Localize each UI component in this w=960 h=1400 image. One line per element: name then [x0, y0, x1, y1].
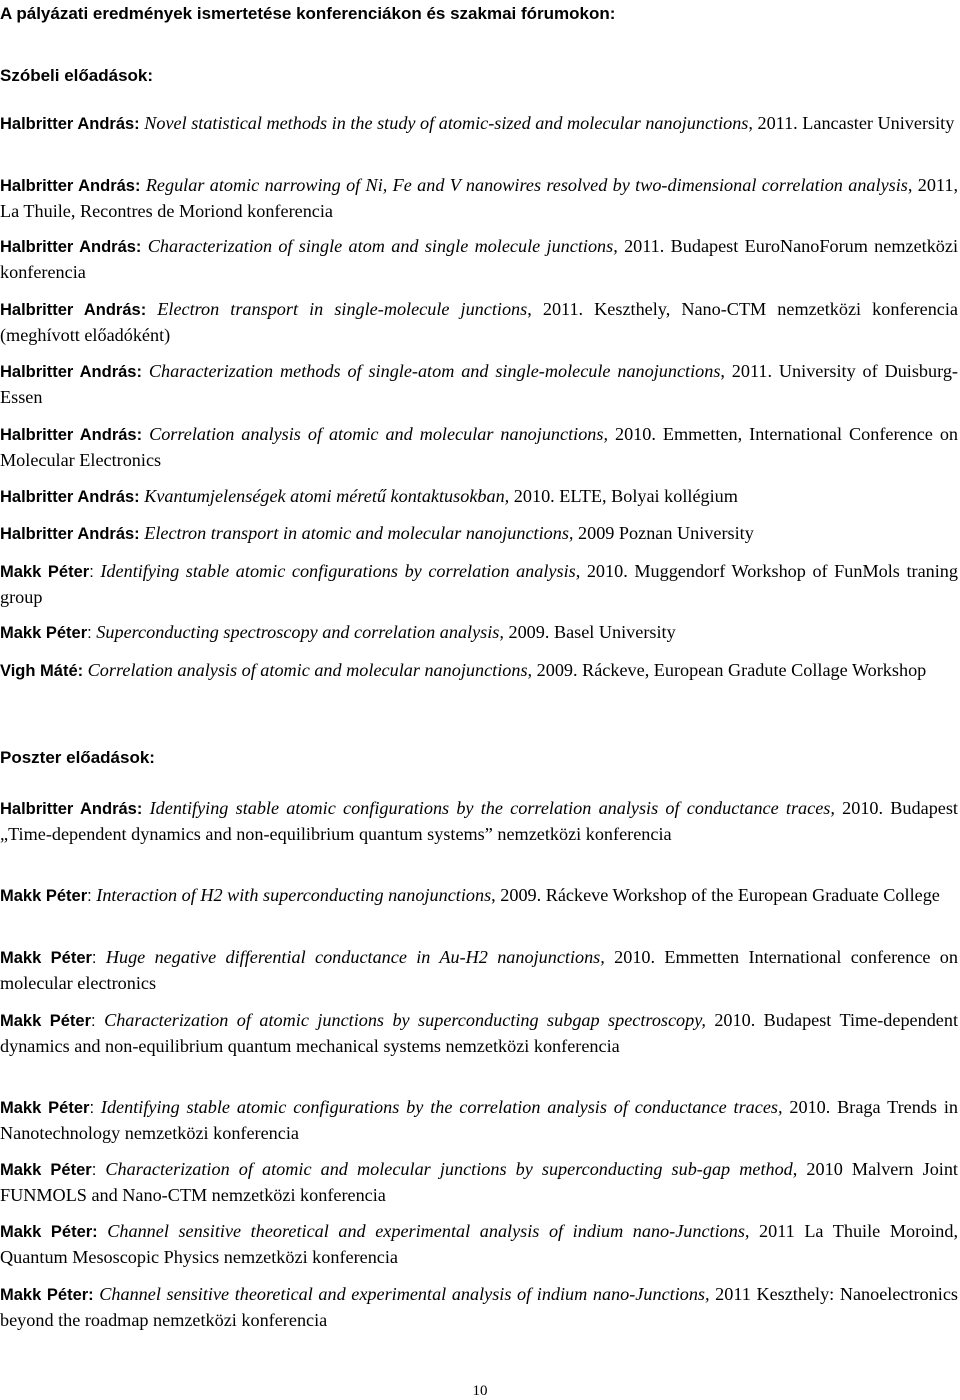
oral-entry: [0, 658, 958, 684]
entry-author: Halbritter András:: [0, 800, 143, 818]
entry-author: Vigh Máté:: [0, 662, 84, 680]
poster-entry: [0, 796, 958, 847]
poster-entry: [0, 1008, 958, 1059]
poster-presentations-title: Poszter előadások:: [0, 748, 155, 767]
entry-venue: , 2010. Muggendorf Workshop of FunMols traning group: [0, 561, 958, 607]
entry-title: Identifying stable atomic configurations by the correlation analysis of conductance traces,: [100, 1097, 783, 1117]
page-heading: A pályázati eredmények ismertetése konferenciákon és szakmai fórumokon:: [0, 4, 616, 23]
entry-venue: , 2009. Ráckeve Workshop of the European Graduate College: [491, 885, 940, 905]
entry-author: Halbritter András:: [0, 177, 141, 195]
entry-title: Correlation analysis of atomic and molecular nanojunctions,: [87, 660, 533, 680]
page-number: 10: [472, 1383, 488, 1399]
entry-title: Identifying stable atomic configurations by correlation analysis: [100, 561, 576, 581]
oral-entry: [0, 559, 958, 610]
entry-title: Superconducting spectroscopy and correlation analysis,: [96, 622, 504, 642]
oral-entry: [0, 173, 958, 224]
entry-title: Channel sensitive theoretical and experimental analysis of indium nano-Junctions,: [99, 1284, 710, 1304]
entry-author: Halbritter András:: [0, 488, 140, 506]
entry-title: Novel statistical methods in the study of atomic-sized and molecular nanojunctions,: [144, 113, 753, 133]
oral-entry: [0, 422, 958, 473]
entry-venue: , 2010 Malvern Joint FUNMOLS and Nano-CTM nemzetközi konferencia: [0, 1159, 958, 1205]
oral-entry: [0, 234, 958, 285]
entry-venue: 2011 Keszthely: Nanoelectronics beyond the roadmap nemzetközi konferencia: [0, 1284, 958, 1330]
entry-author: Makk Péter:: [0, 1161, 97, 1179]
entry-title: Characterization of single atom and single molecule junctions,: [147, 236, 618, 256]
entry-title: Kvantumjelenségek atomi méretű kontaktusokban,: [144, 486, 510, 506]
entry-author: Halbritter András:: [0, 426, 143, 444]
entry-venue: 2010. Braga Trends in Nanotechnology nemzetközi konferencia: [0, 1097, 958, 1143]
entry-venue: 2011. Budapest EuroNanoForum nemzetközi konferencia: [0, 236, 959, 282]
oral-entry: [0, 359, 958, 410]
entry-author: Halbritter András:: [0, 115, 140, 133]
entry-title: Characterization of atomic and molecular junctions by superconducting sub-gap method: [105, 1159, 793, 1179]
entry-venue: 2009. Basel University: [503, 622, 676, 642]
entry-venue: 2010. Budapest Time-dependent dynamics and non-equilibrium quantum mechanical systems nemzetközi konferencia: [0, 1010, 959, 1056]
oral-presentations-title: Szóbeli előadások:: [0, 66, 154, 85]
oral-entry: [0, 111, 958, 137]
entry-author: Makk Péter:: [0, 1223, 98, 1241]
oral-entry: [0, 620, 958, 646]
entry-author: Halbritter András:: [0, 363, 142, 381]
entry-title: Characterization methods of single-atom and single-molecule nanojunctions: [148, 361, 721, 381]
entry-venue: , 2011. University of Duisburg-Essen: [0, 361, 958, 407]
entry-title: Huge negative differential conductance in Au-H2 nanojunctions,: [105, 947, 605, 967]
oral-entry: [0, 297, 958, 348]
entry-author: Halbritter András:: [0, 525, 140, 543]
oral-entry: [0, 484, 958, 510]
entry-title: Characterization of atomic junctions by superconducting subgap spectroscopy,: [104, 1010, 706, 1030]
poster-entry: [0, 1157, 958, 1208]
entry-title: Correlation analysis of atomic and molecular nanojunctions,: [149, 424, 609, 444]
entry-author: Makk Péter:: [0, 1099, 95, 1117]
entry-venue: 2010. Budapest „Time-dependent dynamics and non-equilibrium quantum systems” nemzetközi konferencia: [0, 798, 958, 844]
entry-title: Channel sensitive theoretical and experimental analysis of indium nano-Junctions,: [107, 1221, 750, 1241]
entry-author: Halbritter András:: [0, 301, 147, 319]
entry-venue: 2011. Lancaster University: [752, 113, 955, 133]
entry-author: Makk Péter:: [0, 1286, 94, 1304]
entry-title: Interaction of H2 with superconducting nanojunctions: [96, 885, 492, 905]
entry-venue: 2009. Ráckeve, European Gradute Collage Workshop: [532, 660, 927, 680]
entry-venue: , 2011. Keszthely, Nano-CTM nemzetközi konferencia (meghívott előadóként): [0, 299, 959, 345]
entry-title: Electron transport in single-molecule junctions: [157, 299, 528, 319]
entry-venue: 2010. Emmetten International conference on molecular electronics: [0, 947, 958, 993]
oral-entry: [0, 521, 958, 547]
entry-author: Makk Péter:: [0, 887, 92, 905]
poster-entry: [0, 1219, 958, 1270]
entry-author: Makk Péter:: [0, 949, 97, 967]
entry-venue: 2009 Poznan University: [573, 523, 754, 543]
entry-title: Electron transport in atomic and molecular nanojunctions,: [144, 523, 574, 543]
entry-venue: 2011 La Thuile Moroind, Quantum Mesoscopic Physics nemzetközi konferencia: [0, 1221, 959, 1267]
entry-author: Makk Péter:: [0, 624, 92, 642]
entry-author: Makk Péter:: [0, 563, 94, 581]
entry-author: Makk Péter:: [0, 1012, 96, 1030]
entry-title: Identifying stable atomic configurations by the correlation analysis of conductance traces,: [149, 798, 835, 818]
entry-venue: 2010. Emmetten, International Conference on Molecular Electronics: [0, 424, 959, 470]
poster-entry: [0, 945, 958, 996]
poster-entry: [0, 1282, 958, 1333]
poster-entry: [0, 1095, 958, 1146]
entry-title: Regular atomic narrowing of Ni, Fe and V nanowires resolved by two-dimensional correlation analysis: [145, 175, 908, 195]
poster-entry: [0, 883, 958, 909]
entry-author: Halbritter András:: [0, 238, 142, 256]
entry-venue: , 2011, La Thuile, Recontres de Moriond konferencia: [0, 175, 958, 221]
entry-venue: 2010. ELTE, Bolyai kollégium: [509, 486, 738, 506]
